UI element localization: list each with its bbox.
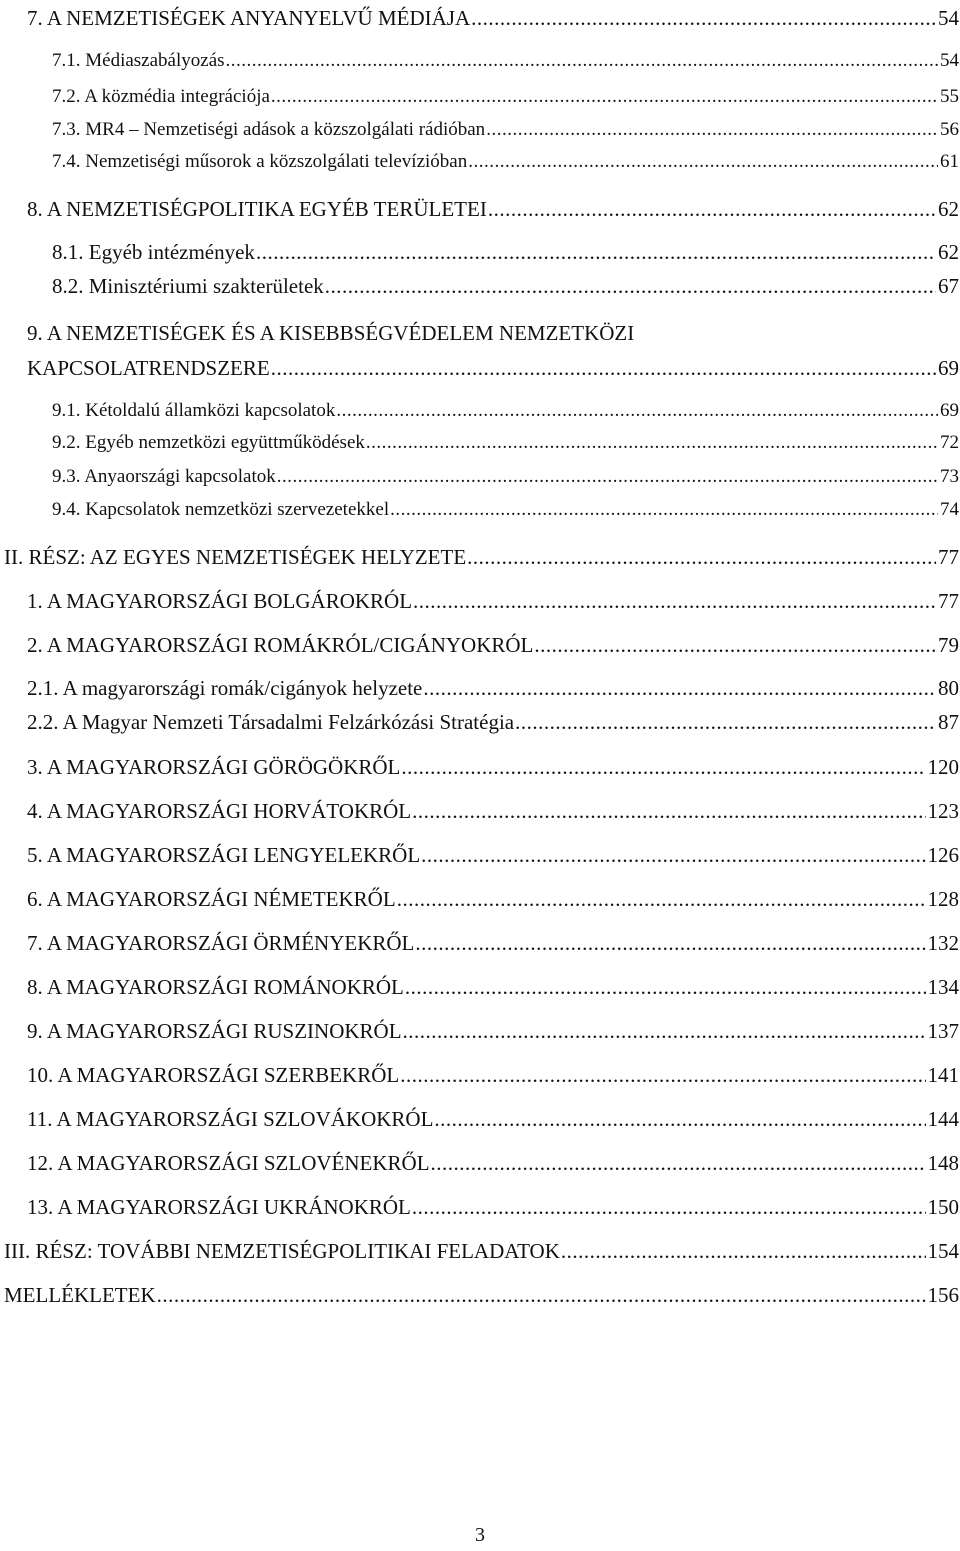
- toc-entry-label: II. RÉSZ: AZ EGYES NEMZETISÉGEK HELYZETE: [4, 545, 467, 569]
- toc-entry-label: 10. A MAGYARORSZÁGI SZERBEKRŐL: [27, 1063, 400, 1087]
- toc-entry-label: 7.4. Nemzetiségi műsorok a közszolgálati televízióban: [52, 151, 468, 172]
- toc-entry[interactable]: [27, 928, 959, 958]
- dot-leader: [336, 396, 938, 426]
- toc-entry-label: 6. A MAGYARORSZÁGI NÉMETEKRŐL: [27, 887, 396, 911]
- toc-entry-label: 11. A MAGYARORSZÁGI SZLOVÁKOKRÓL: [27, 1107, 434, 1131]
- toc-entry-label: 9.4. Kapcsolatok nemzetközi szervezetekkel: [52, 499, 390, 520]
- toc-entry[interactable]: [27, 1016, 959, 1046]
- dot-leader: [397, 884, 926, 914]
- toc-entry-page: 62: [938, 240, 959, 264]
- toc-entry[interactable]: [27, 972, 959, 1002]
- toc-entry-page: 132: [927, 931, 959, 955]
- toc-entry-label: 12. A MAGYARORSZÁGI SZLOVÉNEKRŐL: [27, 1151, 430, 1175]
- toc-entry-page: 54: [938, 6, 959, 30]
- toc-entry-page: 134: [927, 975, 959, 999]
- dot-leader: [412, 1192, 926, 1222]
- toc-entry-label: 7.1. Médiaszabályozás: [52, 50, 225, 71]
- toc-entry-label: 7.3. MR4 – Nemzetiségi adások a közszolgálati rádióban: [52, 119, 486, 140]
- dot-leader: [471, 3, 936, 33]
- dot-leader: [467, 542, 936, 572]
- toc-entry[interactable]: [52, 237, 959, 267]
- toc-entry[interactable]: [27, 353, 959, 383]
- toc-entry-label: 8.2. Minisztériumi szakterületek: [52, 274, 324, 298]
- toc-entry-page: 79: [938, 633, 959, 657]
- toc-entry[interactable]: [52, 46, 959, 76]
- toc-entry-page: 156: [927, 1283, 959, 1307]
- dot-leader: [405, 972, 926, 1002]
- toc-entry-page: 73: [940, 466, 959, 487]
- dot-leader: [561, 1236, 926, 1266]
- toc-entry-page: 123: [927, 799, 959, 823]
- toc-entry-label: 9.1. Kétoldalú államközi kapcsolatok: [52, 400, 336, 421]
- dot-leader: [277, 462, 938, 492]
- dot-leader: [400, 1060, 925, 1090]
- toc-entry-label: III. RÉSZ: TOVÁBBI NEMZETISÉGPOLITIKAI FELADATOK: [4, 1239, 560, 1263]
- dot-leader: [421, 840, 925, 870]
- dot-leader: [412, 796, 925, 826]
- toc-entry-page: 126: [927, 843, 959, 867]
- toc-entry[interactable]: [27, 3, 959, 33]
- dot-leader: [226, 46, 938, 76]
- toc-entry[interactable]: [27, 884, 959, 914]
- toc-entry-page: 80: [938, 676, 959, 700]
- toc-entry-label: 2.1. A magyarországi romák/cigányok helyzete: [27, 676, 423, 700]
- toc-entry[interactable]: [52, 271, 959, 301]
- toc-entry-page: 55: [940, 86, 959, 107]
- toc-entry[interactable]: [27, 673, 959, 703]
- toc-entry[interactable]: [27, 1148, 959, 1178]
- toc-entry[interactable]: [27, 194, 959, 224]
- toc-entry[interactable]: [52, 82, 959, 112]
- dot-leader: [271, 353, 936, 383]
- page-number: 3: [475, 1524, 485, 1546]
- toc-entry-page: 56: [940, 119, 959, 140]
- toc-entry-label: 9.3. Anyaországi kapcsolatok: [52, 466, 276, 487]
- toc-entry-label: 4. A MAGYARORSZÁGI HORVÁTOKRÓL: [27, 799, 412, 823]
- toc-entry-page: 74: [940, 499, 959, 520]
- toc-entry[interactable]: [27, 1104, 959, 1134]
- dot-leader: [486, 115, 938, 145]
- dot-leader: [413, 586, 936, 616]
- toc-entry-label: 8.1. Egyéb intézmények: [52, 240, 255, 264]
- toc-entry[interactable]: [27, 630, 959, 660]
- toc-entry[interactable]: [52, 115, 959, 145]
- toc-entry[interactable]: [27, 1192, 959, 1222]
- toc-entry-label: KAPCSOLATRENDSZERE: [27, 356, 270, 380]
- dot-leader: [325, 271, 936, 301]
- dot-leader: [401, 752, 925, 782]
- toc-entry[interactable]: [27, 707, 959, 737]
- dot-leader: [157, 1280, 926, 1310]
- toc-entry-page: 67: [938, 274, 959, 298]
- toc-entry[interactable]: [27, 840, 959, 870]
- toc-entry[interactable]: [4, 1280, 959, 1310]
- toc-entry-label: 1. A MAGYARORSZÁGI BOLGÁROKRÓL: [27, 589, 413, 613]
- toc-entry-page: 120: [927, 755, 959, 779]
- dot-leader: [366, 428, 938, 458]
- toc-entry-label: 2.2. A Magyar Nemzeti Társadalmi Felzárkózási Stratégia: [27, 710, 515, 734]
- toc-entry-page: 137: [927, 1019, 959, 1043]
- toc-entry-label: 2. A MAGYARORSZÁGI ROMÁKRÓL/CIGÁNYOKRÓL: [27, 633, 534, 657]
- toc-entry-page: 150: [927, 1195, 959, 1219]
- toc-entry-page: 69: [940, 400, 959, 421]
- toc-entry-page: 72: [940, 432, 959, 453]
- toc-entry-page: 144: [927, 1107, 959, 1131]
- toc-entry-label: 3. A MAGYARORSZÁGI GÖRÖGÖKRŐL: [27, 755, 401, 779]
- toc-entry-page: 87: [938, 710, 959, 734]
- toc-entry-page: 61: [940, 151, 959, 172]
- toc-entry[interactable]: [27, 752, 959, 782]
- dot-leader: [423, 673, 936, 703]
- toc-entry-page: 69: [938, 356, 959, 380]
- toc-entry-page: 77: [938, 589, 959, 613]
- toc-entry-label: 8. A NEMZETISÉGPOLITIKA EGYÉB TERÜLETEI: [27, 197, 487, 221]
- toc-entry-page: 77: [938, 545, 959, 569]
- toc-entry[interactable]: [52, 462, 959, 492]
- dot-leader: [403, 1016, 926, 1046]
- toc-entry[interactable]: [4, 542, 959, 572]
- toc-entry[interactable]: [27, 796, 959, 826]
- toc-entry[interactable]: [27, 1060, 959, 1090]
- toc-entry[interactable]: [52, 495, 959, 525]
- toc-entry-label: 9. A MAGYARORSZÁGI RUSZINOKRÓL: [27, 1019, 402, 1043]
- toc-entry-label-line1[interactable]: 9. A NEMZETISÉGEK ÉS A KISEBBSÉGVÉDELEM NEMZETKÖZI: [27, 321, 635, 345]
- dot-leader: [434, 1104, 925, 1134]
- toc-entry-label: 9.2. Egyéb nemzetközi együttműködések: [52, 432, 365, 453]
- toc-entry-label: MELLÉKLETEK: [4, 1283, 156, 1307]
- dot-leader: [390, 495, 938, 525]
- toc-entry-label: 7. A MAGYARORSZÁGI ÖRMÉNYEKRŐL: [27, 931, 415, 955]
- toc-entry-page: 154: [927, 1239, 959, 1263]
- dot-leader: [468, 147, 938, 177]
- dot-leader: [431, 1148, 926, 1178]
- toc-entry[interactable]: [52, 147, 959, 177]
- toc-entry-page: 148: [927, 1151, 959, 1175]
- dot-leader: [415, 928, 925, 958]
- toc-entry-page: 54: [940, 50, 959, 71]
- toc-entry-page: 128: [927, 887, 959, 911]
- toc-entry-label: 7. A NEMZETISÉGEK ANYANYELVŰ MÉDIÁJA: [27, 6, 471, 30]
- dot-leader: [534, 630, 936, 660]
- toc-entry-label: 8. A MAGYARORSZÁGI ROMÁNOKRÓL: [27, 975, 404, 999]
- toc-entry-page: 62: [938, 197, 959, 221]
- toc-entry-label: 5. A MAGYARORSZÁGI LENGYELEKRŐL: [27, 843, 421, 867]
- dot-leader: [488, 194, 936, 224]
- toc-entry[interactable]: [52, 396, 959, 426]
- dot-leader: [271, 82, 938, 112]
- toc-entry-label: 7.2. A közmédia integrációja: [52, 86, 270, 107]
- dot-leader: [256, 237, 936, 267]
- toc-entry[interactable]: [52, 428, 959, 458]
- toc-entry[interactable]: [4, 1236, 959, 1266]
- toc-entry-page: 141: [927, 1063, 959, 1087]
- dot-leader: [515, 707, 936, 737]
- toc-entry[interactable]: [27, 586, 959, 616]
- toc-entry-label: 13. A MAGYARORSZÁGI UKRÁNOKRÓL: [27, 1195, 411, 1219]
